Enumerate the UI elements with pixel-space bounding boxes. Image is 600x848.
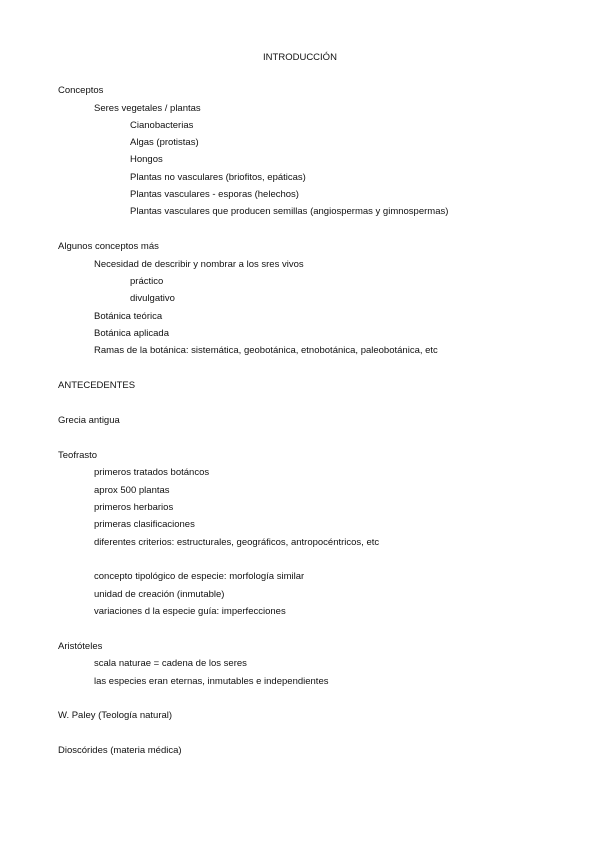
list-item: primeros herbarios	[94, 502, 174, 513]
list-item: Plantas no vasculares (briofitos, epáticas)	[130, 172, 306, 183]
list-item: Algas (protistas)	[130, 137, 199, 148]
list-item: diferentes criterios: estructurales, geográficos, antropocéntricos, etc	[94, 537, 380, 548]
section-heading-dioscorides: Dioscórides (materia médica)	[58, 745, 182, 756]
section-heading-teofrasto: Teofrasto	[58, 450, 98, 461]
section-heading-algunos-conceptos: Algunos conceptos más	[58, 241, 159, 252]
section-heading-aristoteles: Aristóteles	[58, 641, 103, 652]
list-item-necesidad: Necesidad de describir y nombrar a los sres vivos	[94, 259, 304, 270]
list-item: divulgativo	[130, 293, 175, 304]
section-heading-antecedentes: ANTECEDENTES	[58, 380, 136, 391]
list-item: variaciones d la especie guía: imperfecciones	[94, 606, 286, 617]
list-item: Plantas vasculares - esporas (helechos)	[130, 189, 299, 200]
page-title: INTRODUCCIÓN	[263, 52, 337, 63]
list-item: las especies eran eternas, inmutables e independientes	[94, 676, 329, 687]
section-heading-grecia-antigua: Grecia antigua	[58, 415, 120, 426]
list-item: Botánica teórica	[94, 311, 163, 322]
list-item: Cianobacterias	[130, 120, 194, 131]
list-item: aprox 500 plantas	[94, 485, 170, 496]
list-item: primeros tratados botáncos	[94, 467, 210, 478]
list-item: Ramas de la botánica: sistemática, geobotánica, etnobotánica, paleobotánica, etc	[94, 345, 438, 356]
list-item: concepto tipológico de especie: morfología similar	[94, 571, 305, 582]
list-item-seres-vegetales: Seres vegetales / plantas	[94, 103, 201, 114]
list-item: práctico	[130, 276, 164, 287]
list-item: primeras clasificaciones	[94, 519, 195, 530]
list-item: unidad de creación (inmutable)	[94, 589, 225, 600]
list-item: scala naturae = cadena de los seres	[94, 658, 247, 669]
section-heading-paley: W. Paley (Teología natural)	[58, 710, 173, 721]
list-item: Botánica aplicada	[94, 328, 169, 339]
list-item: Hongos	[130, 154, 163, 165]
section-heading-conceptos: Conceptos	[58, 85, 104, 96]
list-item: Plantas vasculares que producen semillas (angiospermas y gimnospermas)	[130, 206, 449, 217]
